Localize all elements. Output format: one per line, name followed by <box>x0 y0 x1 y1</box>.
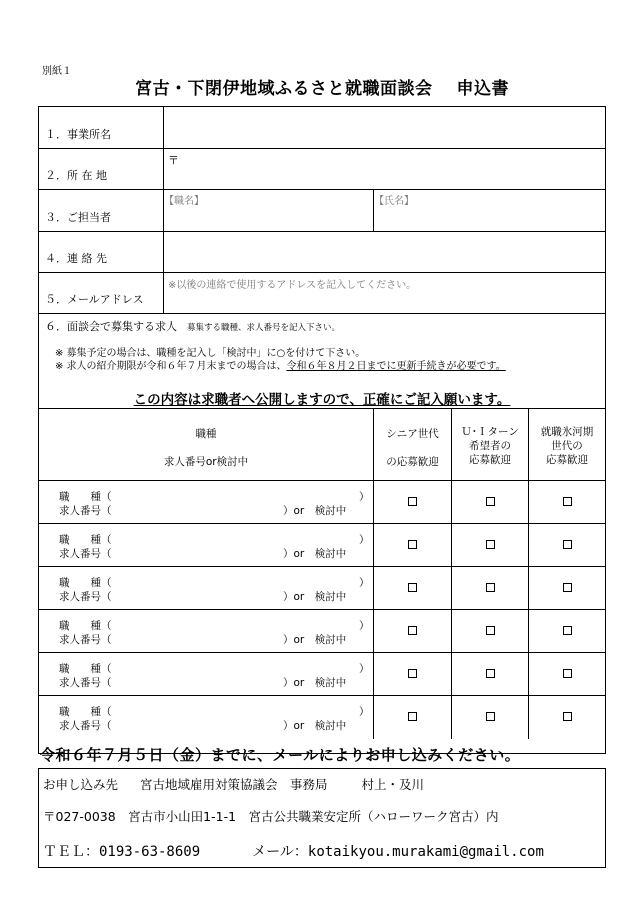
or-pending-text: ）or 検討中 <box>283 505 347 517</box>
contact-address: 〒027-0038 宮古市小山田1-1-1 宮古公共職業安定所（ハローワーク宮古）内 <box>43 809 499 824</box>
apply-to-label: お申し込み先 <box>43 777 119 792</box>
job-row <box>39 481 605 524</box>
contact-line-1 <box>43 775 424 793</box>
job-type-label: 職 種（ <box>59 706 112 718</box>
senior-checkbox[interactable] <box>408 583 417 592</box>
address-label: ２．所 在 地 <box>39 149 164 189</box>
deadline-notice: 令和６年７月５日（金）までに、メールによりお申し込みください。 <box>40 746 521 764</box>
section6-subheading: 募集する職種、求人番号を記入下さい。 <box>187 323 341 333</box>
attachment-label: 別紙１ <box>42 66 72 77</box>
senior-checkbox[interactable] <box>408 626 417 635</box>
organization-name: 宮古地域雇用対策協議会 事務局 <box>140 777 328 792</box>
mail-label: メール： <box>252 844 308 860</box>
job-entry-cell[interactable] <box>39 696 374 739</box>
job-number-label: 求人番号（ <box>59 591 112 603</box>
company-field[interactable] <box>164 107 605 148</box>
ice-age-header-line: 世代の <box>551 440 583 452</box>
job-type-close: ） <box>359 534 370 546</box>
contact-person-label: ３．ご担当者 <box>39 190 164 231</box>
senior-checkbox[interactable] <box>408 669 417 678</box>
job-type-label: 職 種（ <box>59 491 112 503</box>
contact-person-row <box>39 190 605 232</box>
ui-turn-checkbox[interactable] <box>486 497 495 506</box>
ice-age-cell <box>529 696 605 739</box>
ui-turn-header-line: 応募歓迎 <box>469 454 511 466</box>
ice-age-column-header <box>529 409 605 480</box>
ice-age-checkbox[interactable] <box>563 669 572 678</box>
senior-checkbox[interactable] <box>408 712 417 721</box>
ice-age-checkbox[interactable] <box>563 583 572 592</box>
job-number-label: 求人番号（ <box>59 677 112 689</box>
senior-cell <box>374 610 452 652</box>
ui-turn-checkbox[interactable] <box>486 712 495 721</box>
mail-address[interactable]: kotaikyou.murakami@gmail.com <box>307 844 544 860</box>
note-renewal-deadline: 令和６年８月２日までに更新手続きが必要です。 <box>286 361 506 372</box>
job-type-close: ） <box>359 620 370 632</box>
job-number-label: 求人番号（ <box>59 505 112 517</box>
senior-cell <box>374 567 452 609</box>
section6-heading <box>45 318 340 334</box>
ice-age-cell <box>529 610 605 652</box>
postal-mark: 〒 <box>168 154 179 167</box>
job-table-body <box>39 481 605 739</box>
job-number-label: 求人番号（ <box>59 548 112 560</box>
note-planned: ※ 募集予定の場合は、職種を記入し「検討中」に○を付けて下さい。 <box>55 348 366 359</box>
contact-line-3 <box>43 841 544 861</box>
job-type-close: ） <box>359 491 370 503</box>
tel-number: 0193-63-8609 <box>99 844 201 860</box>
staff-names: 村上・及川 <box>361 777 425 792</box>
ice-age-header <box>529 425 605 467</box>
email-hint: ※以後の連絡で使用するアドレスを記入してください。 <box>168 280 417 291</box>
person-name-field[interactable] <box>374 190 605 231</box>
ui-turn-cell <box>452 653 529 695</box>
senior-column-header <box>374 409 452 480</box>
contact-box <box>38 768 606 868</box>
or-pending-text: ）or 検討中 <box>283 677 347 689</box>
job-table-header <box>39 409 605 481</box>
email-field[interactable] <box>164 273 605 313</box>
senior-cell <box>374 481 452 523</box>
or-pending-text: ）or 検討中 <box>283 591 347 603</box>
job-row <box>39 610 605 653</box>
email-row <box>39 273 605 314</box>
job-type-label: 職 種（ <box>59 577 112 589</box>
ice-age-cell <box>529 567 605 609</box>
job-number-label: 求人番号（ <box>59 634 112 646</box>
contact-person-fields <box>164 190 605 231</box>
job-title-field[interactable] <box>164 190 374 231</box>
job-number-label: 求人番号（ <box>59 720 112 732</box>
job-row <box>39 696 605 739</box>
phone-row <box>39 232 605 273</box>
ui-turn-cell <box>452 610 529 652</box>
job-entry-cell[interactable] <box>39 524 374 566</box>
ice-age-checkbox[interactable] <box>563 626 572 635</box>
senior-header-bottom: の応募歓迎 <box>386 456 439 468</box>
job-type-label: 職 種（ <box>59 620 112 632</box>
ui-turn-header-line: Ｕ･Ｉターン <box>461 426 519 438</box>
company-label: １．事業所名 <box>39 107 164 148</box>
ice-age-cell <box>529 524 605 566</box>
job-column-header <box>39 409 374 480</box>
note-renewal <box>55 357 506 372</box>
page-title <box>0 74 644 99</box>
note-renewal-prefix: ※ 求人の紹介期限が令和６年７月末までの場合は、 <box>55 361 287 372</box>
phone-field[interactable] <box>164 232 605 272</box>
job-entry-cell[interactable] <box>39 567 374 609</box>
section6-title: ６．面談会で募集する求人 <box>45 320 177 333</box>
address-field[interactable] <box>164 149 605 189</box>
ice-age-header-line: 応募歓迎 <box>546 454 588 466</box>
job-number-header: 求人番号or検討中 <box>163 456 249 468</box>
or-pending-text: ）or 検討中 <box>283 634 347 646</box>
form-frame <box>38 106 606 754</box>
job-title-hint: 【職名】 <box>164 196 204 207</box>
job-type-close: ） <box>359 706 370 718</box>
senior-checkbox[interactable] <box>408 540 417 549</box>
recruitment-section <box>39 314 605 409</box>
or-pending-text: ）or 検討中 <box>283 548 347 560</box>
job-row <box>39 524 605 567</box>
or-pending-text: ）or 検討中 <box>283 720 347 732</box>
job-entry-cell[interactable] <box>39 653 374 695</box>
job-type-close: ） <box>359 663 370 675</box>
ice-age-header-line: 就職氷河期 <box>540 426 594 438</box>
company-row <box>39 107 605 149</box>
phone-label: ４．連 絡 先 <box>39 232 164 272</box>
ui-turn-checkbox[interactable] <box>486 540 495 549</box>
job-type-header: 職種 <box>195 428 217 440</box>
ui-turn-header-line: 希望者の <box>469 440 511 452</box>
title-main: 宮古・下閉伊地域ふるさと就職面談会 <box>135 79 433 99</box>
ui-turn-checkbox[interactable] <box>486 626 495 635</box>
job-type-close: ） <box>359 577 370 589</box>
ice-age-checkbox[interactable] <box>563 497 572 506</box>
job-row <box>39 567 605 610</box>
senior-header-top: シニア世代 <box>386 428 439 440</box>
title-suffix: 申込書 <box>456 79 509 99</box>
tel-label: ＴＥＬ： <box>43 844 99 860</box>
ui-turn-cell <box>452 524 529 566</box>
job-row <box>39 653 605 696</box>
senior-checkbox[interactable] <box>408 497 417 506</box>
ui-turn-checkbox[interactable] <box>486 583 495 592</box>
ui-turn-column-header <box>452 409 529 480</box>
job-entry-cell[interactable] <box>39 610 374 652</box>
job-type-label: 職 種（ <box>59 534 112 546</box>
address-row <box>39 149 605 190</box>
senior-cell <box>374 696 452 739</box>
ice-age-cell <box>529 481 605 523</box>
job-entry-cell[interactable] <box>39 481 374 523</box>
job-type-label: 職 種（ <box>59 663 112 675</box>
email-label: ５．メールアドレス <box>39 273 164 313</box>
ui-turn-checkbox[interactable] <box>486 669 495 678</box>
ui-turn-cell <box>452 567 529 609</box>
senior-cell <box>374 653 452 695</box>
ice-age-cell <box>529 653 605 695</box>
person-name-hint: 【氏名】 <box>374 196 414 207</box>
public-notice-banner: この内容は求職者へ公開しますので、正確にご記入願います。 <box>133 392 511 408</box>
ice-age-checkbox[interactable] <box>563 540 572 549</box>
senior-cell <box>374 524 452 566</box>
ui-turn-cell <box>452 696 529 739</box>
ui-turn-cell <box>452 481 529 523</box>
ui-turn-header <box>452 425 528 467</box>
ice-age-checkbox[interactable] <box>563 712 572 721</box>
